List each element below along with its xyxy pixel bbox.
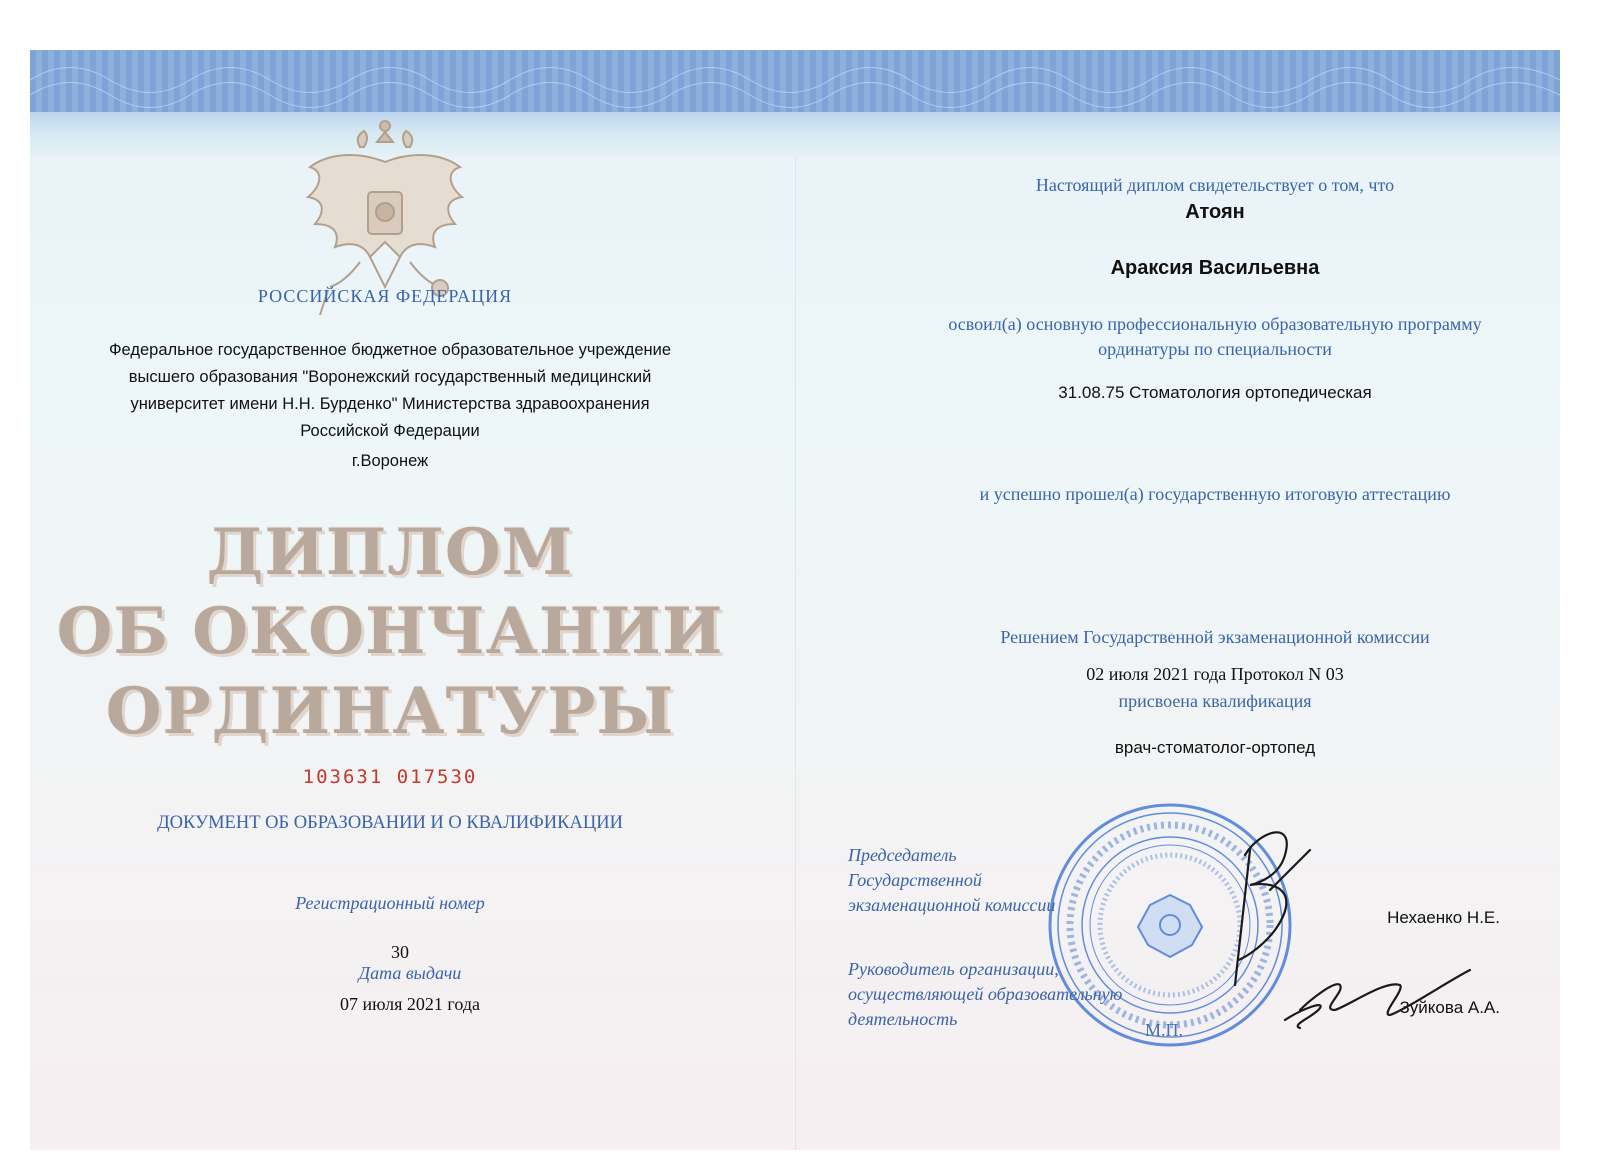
diploma-title-line: ОБ ОКОНЧАНИИ — [56, 594, 724, 669]
seal-mark: М.П. — [1145, 1020, 1184, 1040]
certifies-text: Настоящий диплом свидетельствует о том, что — [1035, 175, 1395, 195]
head-name: Зуйкова А.А. — [1399, 998, 1500, 1017]
chairman-title-line: Государственной — [848, 870, 982, 890]
diploma-title-line: ОРДИНАТУРЫ — [105, 674, 675, 749]
institution-line: высшего образования "Воронежский государственный медицинский — [128, 368, 652, 386]
head-title — [848, 957, 1122, 1032]
handwritten-signatures-icon — [1150, 810, 1480, 1040]
issue-date: 07 июля 2021 года — [340, 994, 480, 1014]
program-text — [820, 312, 1600, 362]
city: г.Воронеж — [351, 452, 429, 470]
document-type: ДОКУМЕНТ ОБ ОБРАЗОВАНИИ И О КВАЛИФИКАЦИИ — [157, 813, 623, 833]
institution-line: Федеральное государственное бюджетное образовательное учреждение — [108, 341, 672, 359]
serial-number: 103631 017530 — [302, 766, 478, 788]
decision-text: Решением Государственной экзаменационной комиссии — [1000, 627, 1430, 647]
institution-line: Российской Федерации — [300, 422, 480, 440]
chairman-title-line: экзаменационной комиссии — [848, 895, 1056, 915]
program-line: ординатуры по специальности — [1098, 339, 1332, 359]
chairman-name: Нехаенко Н.Е. — [1387, 908, 1500, 927]
country-label: РОССИЙСКАЯ ФЕДЕРАЦИЯ — [257, 286, 513, 306]
graduate-given-names: Араксия Васильевна — [1110, 257, 1320, 279]
diploma-title-line: ДИПЛОМ — [206, 515, 574, 590]
qualification: врач-стоматолог-ортопед — [1114, 738, 1316, 757]
institution-name — [60, 337, 720, 445]
attestation-text: и успешно прошел(а) государственную итоговую аттестацию — [979, 484, 1451, 504]
registration-label: Регистрационный номер — [295, 893, 485, 913]
program-line: освоил(а) основную профессиональную образовательную программу — [948, 314, 1482, 334]
issue-date-label: Дата выдачи — [358, 963, 462, 983]
band-guilloche-pattern — [30, 50, 1560, 157]
head-title-line: деятельность — [848, 1009, 958, 1029]
chairman-title-line: Председатель — [848, 845, 957, 865]
protocol: 02 июля 2021 года Протокол N 03 — [1086, 664, 1344, 684]
head-title-line: осуществляющей образовательную — [848, 984, 1123, 1004]
institution-line: университет имени Н.Н. Бурденко" Министерства здравоохранения — [130, 395, 650, 413]
graduate-surname: Атоян — [1185, 201, 1245, 223]
chairman-title — [848, 843, 1055, 918]
specialty: 31.08.75 Стоматология ортопедическая — [1058, 383, 1372, 402]
page-fold — [795, 157, 796, 1150]
registration-number: 30 — [391, 942, 409, 962]
qualification-label: присвоена квалификация — [1118, 691, 1312, 711]
head-title-line: Руководитель организации, — [848, 959, 1059, 979]
